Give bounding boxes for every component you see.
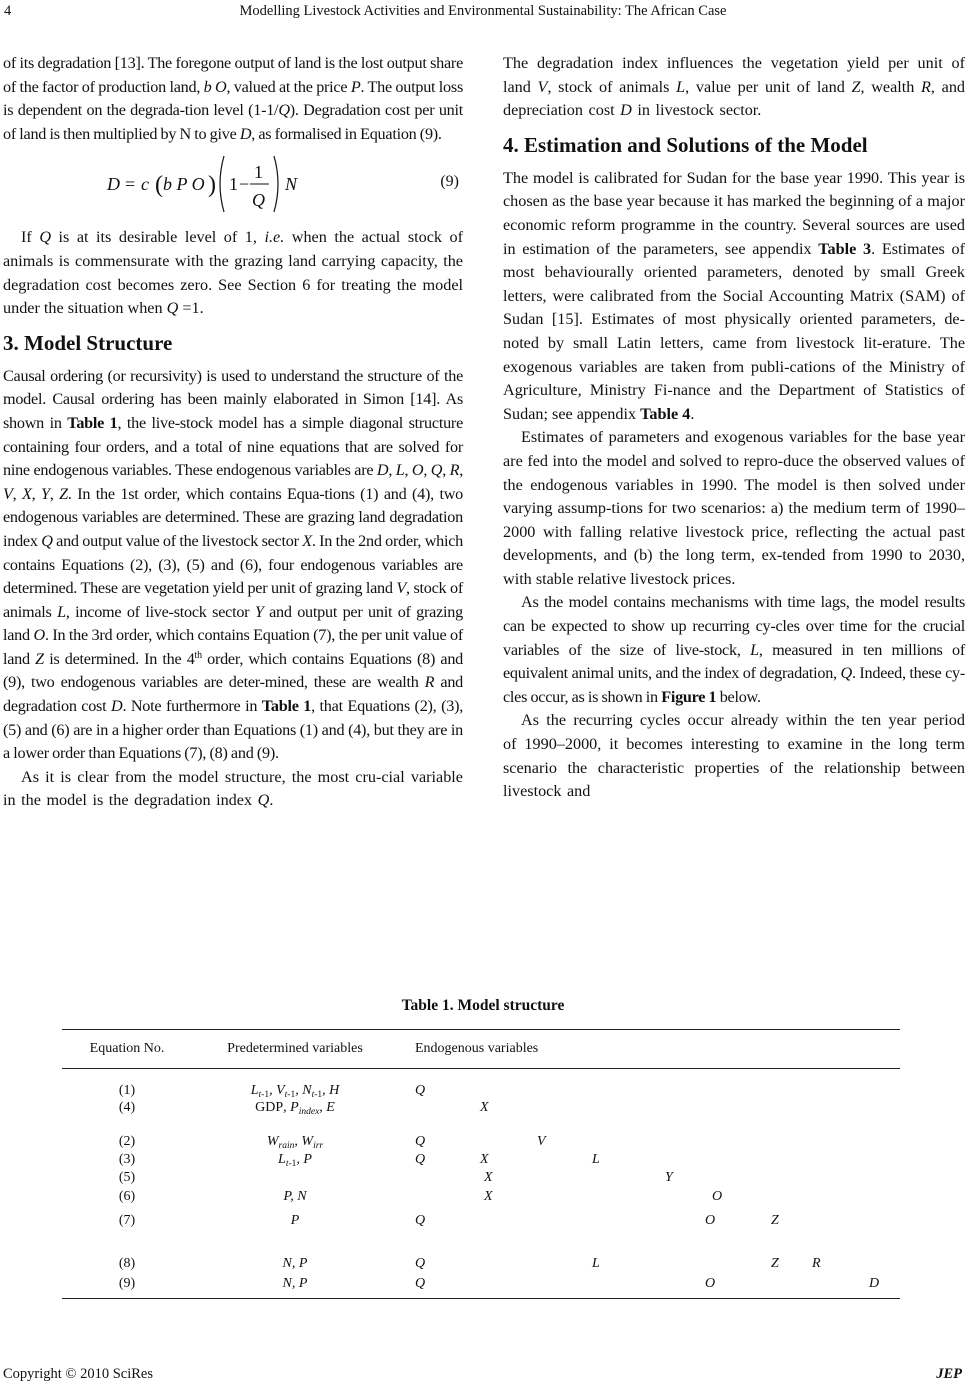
paragraph-degradation-cost: of its degradation [13]. The foregone output of land is the lost output share of the factor of production land, b O, valued at the price P. The output loss is dependent on the degrada-tion level (1-1/Q). Degradation cost per unit of land is then multiplied by N to give D, as formalised in Equation (9). xyxy=(3,54,463,143)
running-title: Modelling Livestock Activities and Environmental Sustainability: The African Case xyxy=(239,3,727,19)
table-endo-cell: O xyxy=(705,1276,716,1291)
table-eq-cell: (8) xyxy=(118,1256,136,1271)
eq-minus: − xyxy=(239,174,250,195)
eq-frac-den: Q xyxy=(252,190,265,211)
table-endo-cell: Q xyxy=(415,1276,426,1291)
table-pre-cell: N, P xyxy=(282,1276,308,1291)
table-endo-cell: R xyxy=(812,1256,821,1271)
journal-abbrev: JEP xyxy=(936,1366,962,1382)
table-pre-cell: GDP, $P_{index}$, E xyxy=(255,1100,335,1117)
table-eq-cell: (4) xyxy=(118,1100,136,1115)
table-header-rule xyxy=(62,1068,900,1069)
left-column xyxy=(3,52,463,813)
table-endo-cell: O xyxy=(712,1189,723,1204)
paragraph-degradation-influence: The degradation index influences the vegetation yield per unit of land V, stock of animals L, value per unit of land Z, wealth R, and depreciation cost D in livestock sector. xyxy=(503,54,966,120)
eq-bracket-close xyxy=(274,156,278,212)
table-caption: Table 1. Model structure xyxy=(401,997,565,1014)
table-pre-cell: N, P xyxy=(282,1256,308,1271)
table-eq-cell: (2) xyxy=(118,1134,136,1149)
table-endo-cell: Q xyxy=(415,1256,426,1271)
section-3-heading: 3. Model Structure xyxy=(3,330,173,355)
table-pre-cell: $L_{t-1}$, $V_{t-1}$, $N_{t-1}$, H xyxy=(250,1083,340,1100)
table-endo-cell: L xyxy=(592,1152,600,1167)
paragraph-crucial-variable: As it is clear from the model structure, the most cru-cial variable in the model is the degradation index Q. xyxy=(3,767,463,810)
table-endo-cell: X xyxy=(480,1100,489,1115)
table-eq-cell: (6) xyxy=(118,1189,136,1204)
table-endo-cell: D xyxy=(869,1276,880,1291)
table-endo-cell: Z xyxy=(771,1256,779,1271)
eq-one: 1 xyxy=(229,174,238,195)
table-pre-cell: $L_{t-1}$, P xyxy=(278,1152,312,1169)
table-bottom-rule xyxy=(62,1298,900,1299)
paragraph-long-term: As the recurring cycles occur already within the ten year period of 1990–2000, it becomes interesting to examine in the long term scenario the characteristic properties of the relationship between livestock and xyxy=(503,711,965,801)
paragraph-desirable-level: If Q is at its desirable level of 1, i.e. when the actual stock of animals is commensurate with the grazing land carrying capacity, the degradation cost becomes zero. See Section 6 for treating the model under the situation when Q =1. xyxy=(3,228,463,318)
paragraph-calibration: The model is calibrated for Sudan for the base year 1990. This year is chosen as the base year because it has marked the beginning of a major economic reform programme in the country. Several sources are used in estimation of the parameters, see appendix Table 3. Estimates of most behaviourally oriented parameters, denoted by small Greek letters, were calibrated from the Social Accounting Matrix (SAM) of Sudan [15]. Estimates of most physically oriented parameters, de-noted by small Latin letters, came from livestock lit-erature. The exogenous variables are taken from publi-cations of the Ministry of Agriculture, Ministry Fi-nance and the Department of Statistics of Sudan; see appendix Table 4. xyxy=(503,168,965,423)
table-eq-cell: (3) xyxy=(118,1152,136,1167)
paragraph-scenarios: Estimates of parameters and exogenous variables for the base year are fed into the model and solved to repro-duce the observed values of the endogenous variables in 1990. The model is then solved under varying assump-tions for two scenarios: a) the medium term of 1990–2000 with falling relative livestock price, reflecting the actual past developments, and (b) the long term, ex-tended from 1990 to 2030, with stable relative livestock prices. xyxy=(503,428,965,588)
table-endo-cell: Q xyxy=(415,1152,426,1167)
eq-inner: b P O xyxy=(163,174,205,195)
table-endo-cell: V xyxy=(537,1134,546,1149)
eq-paren-open: ( xyxy=(155,172,163,199)
eq-bracket-open xyxy=(220,156,224,212)
table-endo-cell: Q xyxy=(415,1083,426,1098)
table-eq-cell: (9) xyxy=(118,1276,136,1291)
table-eq-cell: (5) xyxy=(118,1170,136,1185)
table-endo-cell: X xyxy=(484,1189,493,1204)
eq-n: N xyxy=(285,174,298,195)
table-eq-cell: (7) xyxy=(118,1213,136,1228)
table-endo-cell: X xyxy=(480,1152,489,1167)
table-header-predetermined: Predetermined variables xyxy=(227,1041,363,1056)
table-endo-cell: X xyxy=(484,1170,493,1185)
eq-lhs: D xyxy=(107,174,120,195)
table-pre-cell: P, N xyxy=(283,1189,307,1204)
equation-9-formula xyxy=(3,148,463,218)
page-number: 4 xyxy=(4,3,12,19)
eq-frac-num: 1 xyxy=(254,162,263,183)
equation-9 xyxy=(3,148,463,218)
copyright: Copyright © 2010 SciRes xyxy=(3,1366,153,1382)
table-endo-cell: Z xyxy=(771,1213,779,1228)
eq-paren-close: ) xyxy=(208,172,216,199)
section-4-heading: 4. Estimation and Solutions of the Model xyxy=(503,132,868,157)
table-top-rule xyxy=(62,1029,900,1030)
table-endo-cell: Q xyxy=(415,1213,426,1228)
table-endo-cell: Y xyxy=(665,1170,673,1185)
right-column xyxy=(503,52,965,804)
table-pre-cell: $W_{rain}$, $W_{irr}$ xyxy=(266,1134,324,1151)
table-eq-cell: (1) xyxy=(118,1083,136,1098)
table-header-equation: Equation No. xyxy=(89,1041,165,1056)
table-endo-cell: Q xyxy=(415,1134,426,1149)
running-header xyxy=(0,0,966,22)
table-endo-cell: L xyxy=(592,1256,600,1271)
eq-equals: = xyxy=(125,174,136,195)
table-endo-cell: O xyxy=(705,1213,716,1228)
equation-number: (9) xyxy=(440,173,459,191)
eq-c: c xyxy=(141,174,149,195)
paragraph-recurring-cycles: As the model contains mechanisms with time lags, the model results can be expected to show up recurring cy-cles over time for the crucial variables of the size of live-stock, L, measured in ten millions of equivalent animal units, and the index of degradation, Q. Indeed, these cy-cles occur, as is shown in Figure 1 below. xyxy=(503,593,965,706)
paragraph-causal-ordering: Causal ordering (or recursivity) is used to understand the structure of the model. Causal ordering has been mainly elaborated in Simon [14]. As shown in Table 1, the live-stock model has a simple diagonal structure containing four orders, and a total of nine equations that are solved for nine endogenous variables. These endogenous variables are D, L, O, Q, R, V, X, Y, Z. In the 1st order, which contains Equa-tions (1) and (4), two endogenous variables are determined. These are grazing land degradation index Q and output value of the livestock sector X. In the 2nd order, which contains Equations (2), (3), (5) and (6), four endogenous variables are determined. These are vegetation yield per unit of grazing land V, stock of animals L, income of live-stock sector Y and output per unit of grazing land O. In the 3rd order, which contains Equation (7), the per unit value of land Z is determined. In the 4th order, which contains Equations (8) and (9), two endogenous variables are deter-mined, these are wealth R and degradation cost D. Note furthermore in Table 1, that Equations (2), (3), (5) and (6) are in a higher order than Equations (1) and (4), but they are in a lower order than Equations (7), (8) and (9). xyxy=(3,366,464,763)
table-header-endogenous: Endogenous variables xyxy=(415,1041,539,1056)
table-pre-cell: P xyxy=(290,1213,300,1228)
